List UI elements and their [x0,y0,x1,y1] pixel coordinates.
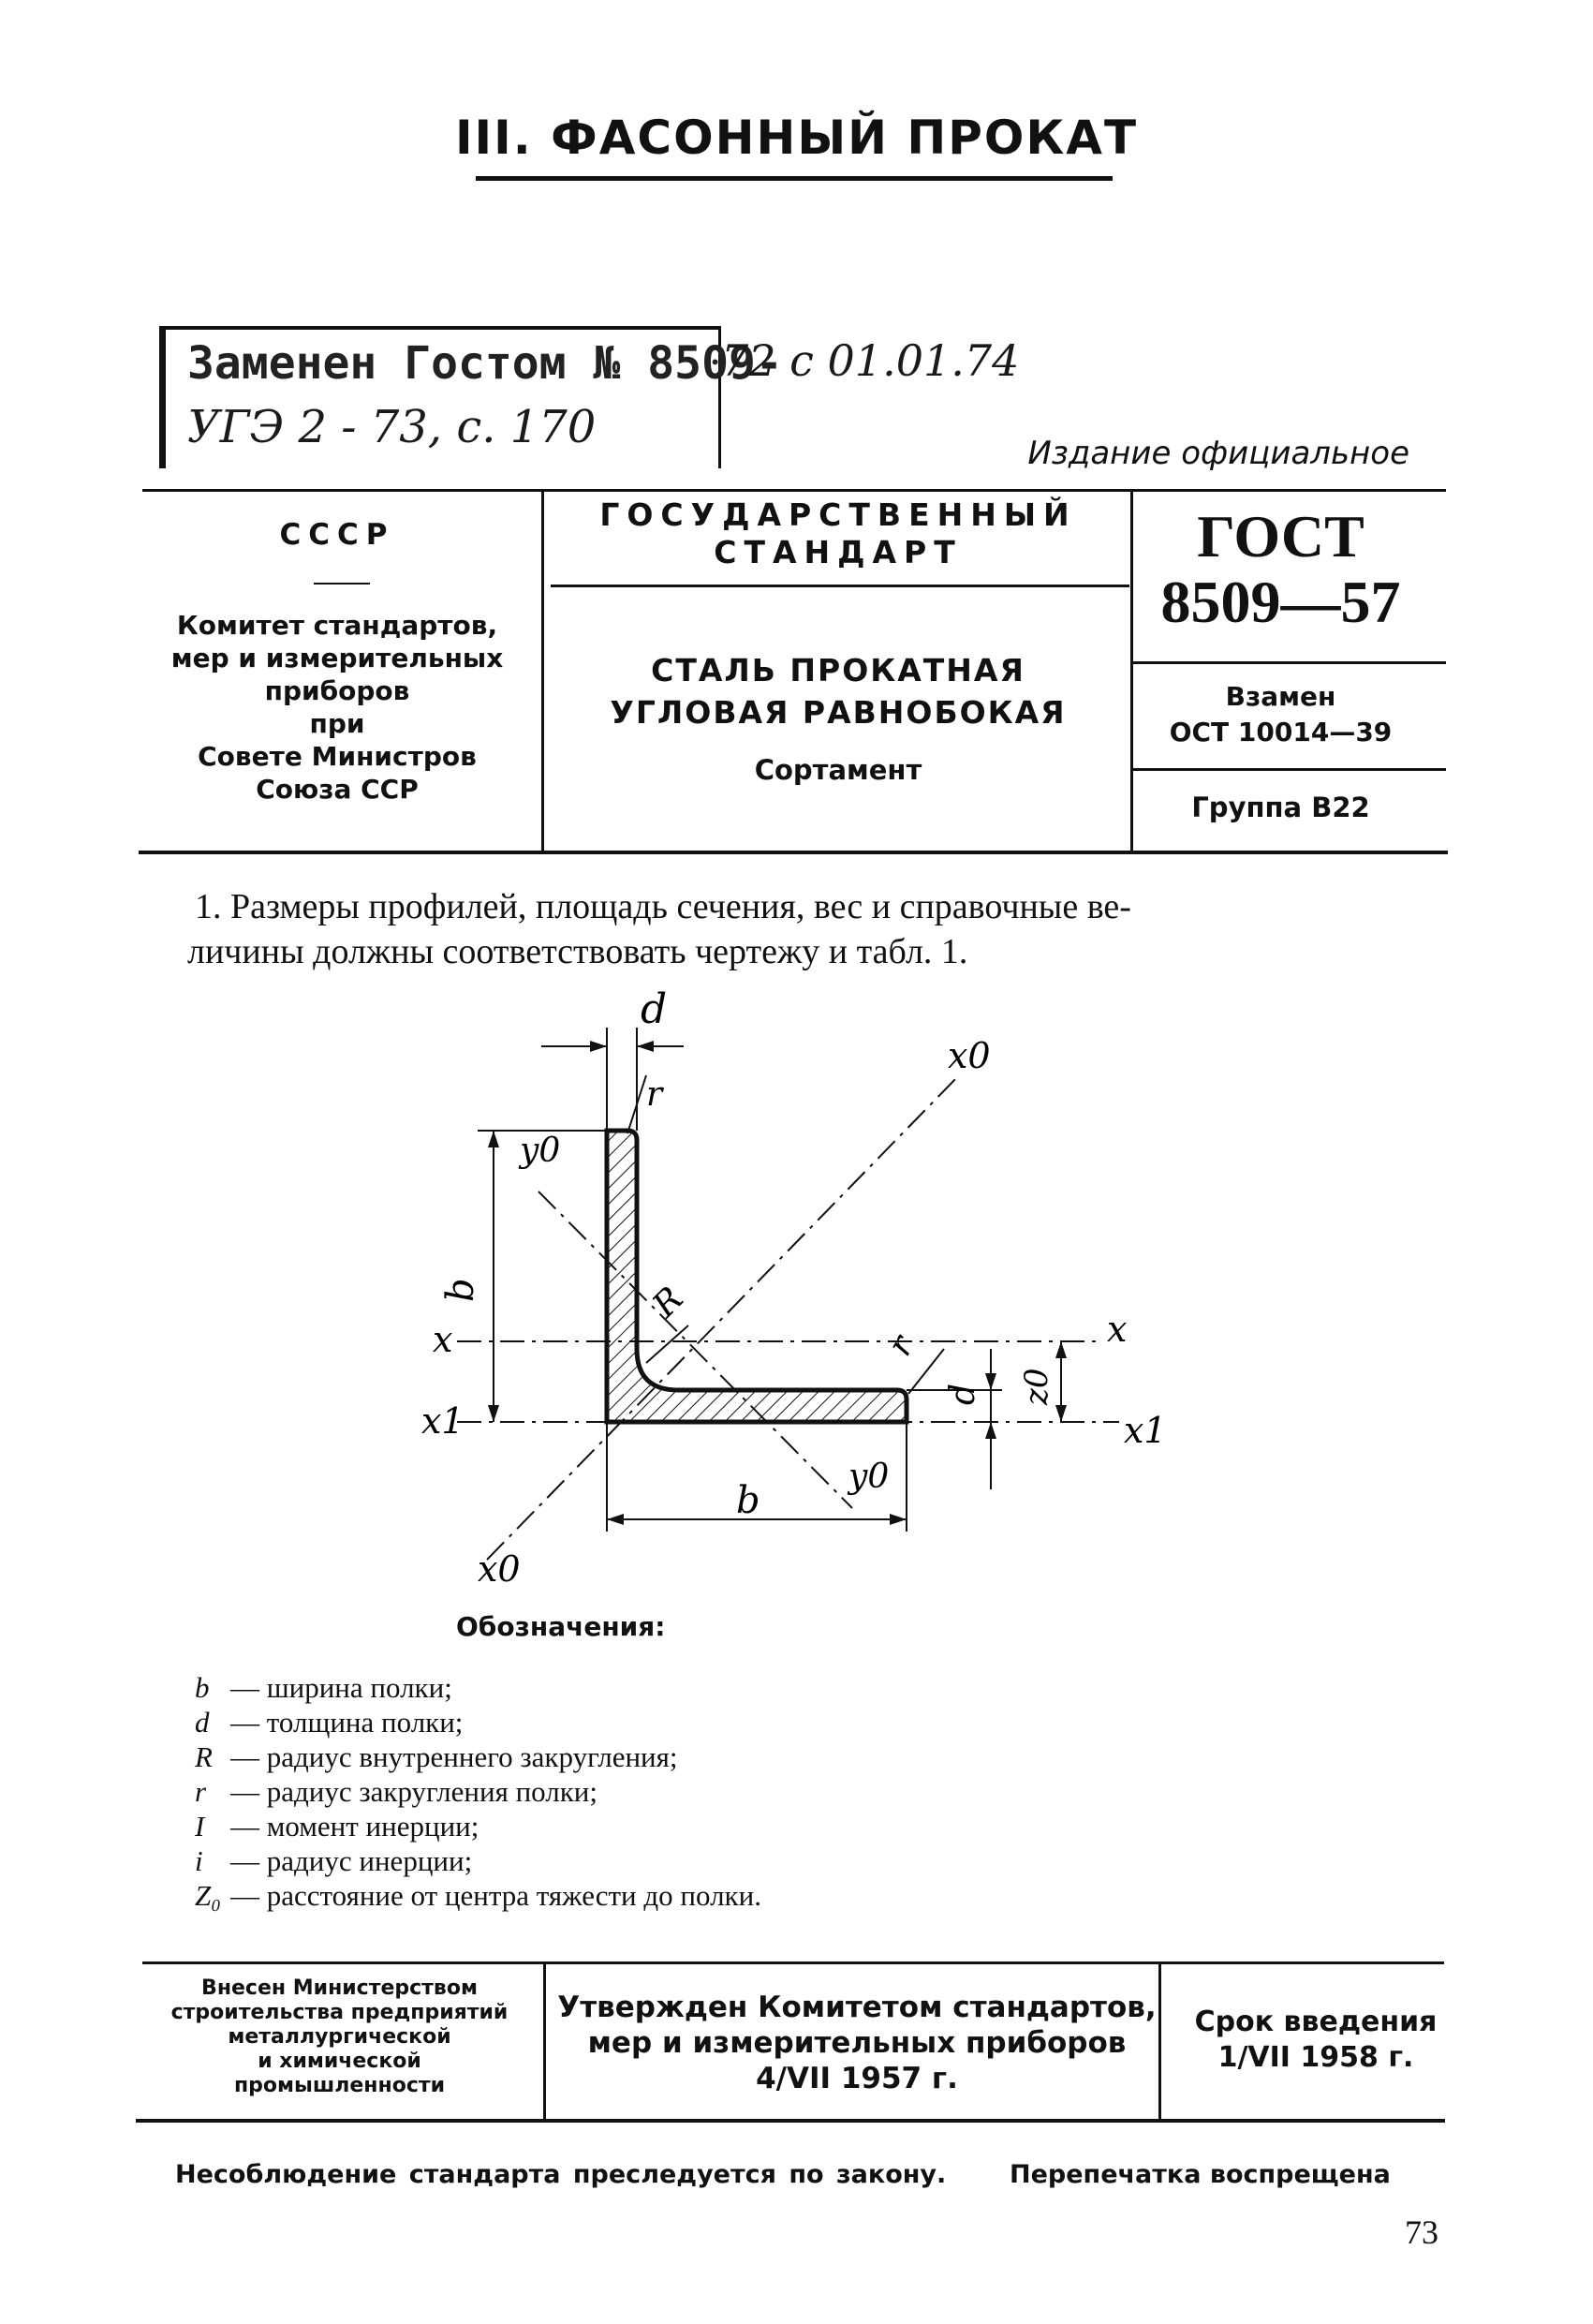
standard-group: Группа В22 [1191,792,1370,823]
leader-R [646,1325,688,1363]
section-title: III. ФАСОННЫЙ ПРОКАТ [454,111,1139,165]
replaces-line: ОСТ 10014—39 [1169,717,1393,748]
stamp-line-1: Заменен Гостом № 8509- [187,337,783,390]
dim-b-left-arrowhead-2 [488,1405,499,1422]
legend-list [195,1670,761,1913]
approved-by: Утвержден Комитетом стандартов, мер и измерительных приборов 4/VII 1957 г. [557,1991,1157,2095]
legend-title: Обозначения: [456,1611,666,1642]
legend-item: r — радиус закругления полки; [195,1775,598,1808]
dim-z0-arrowhead-2 [1055,1405,1067,1422]
legend-item: d — толщина полки; [195,1706,464,1739]
paragraph-line-2: личины должны соответствовать чертежу и табл. 1. [187,932,968,971]
dim-b-left-arrowhead-1 [488,1131,499,1147]
org-country: СССР [279,518,395,552]
gost-number-line: ГОСТ [1197,503,1364,570]
label-x1-left: x1 [421,1400,465,1442]
gost-number-line: 8509—57 [1160,569,1401,635]
org-body-line: при [309,708,365,739]
paragraph-line-1: 1. Размеры профилей, площадь сечения, вес и справочные ве- [195,887,1131,926]
footer-divider-1 [543,1961,546,2119]
dim-b-bottom-arrowhead-2 [890,1514,907,1525]
label-R: R [645,1280,691,1325]
org-body-line: Комитет стандартов, [176,610,498,641]
axis-y0 [538,1192,852,1508]
legal-notice: Несоблюдение стандарта преследуется по закону. [175,2160,947,2189]
label-y0-top: y0 [520,1132,561,1170]
legend-item: b — ширина полки; [195,1671,452,1704]
label-b-left: b [439,1278,482,1302]
org-body-line: приборов [264,675,410,706]
introduced-by: Внесен Министерством строительства предприятий металлургической и химической промышленности [170,1976,509,2097]
label-x1-right: x1 [1124,1410,1167,1451]
stamp-line-2: УГЭ 2 - 73, с. 170 [187,401,597,453]
legend-item: I — момент инерции; [195,1810,479,1843]
standard-type-line: ГОСУДАРСТВЕННЫЙ [599,496,1077,533]
label-d-right: d [944,1383,982,1405]
label-y0-bottom: y0 [848,1458,890,1496]
org-body-line: Союза ССР [256,774,419,805]
effective-date: Срок введения 1/VII 1958 г. [1194,2006,1438,2074]
dim-z0-arrowhead-1 [1055,1341,1067,1358]
label-b-bottom: b [736,1479,760,1522]
standard-subtitle: Сортамент [754,754,922,786]
dim-d-right-arrowhead-2 [985,1422,996,1439]
label-d-top: d [641,985,668,1033]
standard-title-line: УГЛОВАЯ РАВНОБОКАЯ [610,694,1067,731]
reprint-notice: Перепечатка воспрещена [1010,2160,1391,2189]
label-x0-bottom: x0 [478,1548,521,1590]
footer-top-rule [142,1961,1444,1964]
legend-item: R — радиус внутреннего закругления; [195,1740,678,1773]
page-number: 73 [1405,2213,1438,2251]
stamp-handwritten-note: 72 с 01.01.74 [721,335,1020,386]
edition-label: Издание официальное [1027,435,1409,472]
label-r-top: r [646,1075,663,1114]
label-x-left: x [433,1319,453,1360]
label-x0-top: x0 [948,1035,991,1076]
dim-d-right-arrowhead-1 [985,1373,996,1390]
standard-type-line: СТАНДАРТ [714,534,963,570]
dim-b-bottom-arrowhead-1 [607,1514,624,1525]
replaces-line: Взамен [1225,681,1336,712]
label-z0: z0 [1018,1368,1055,1405]
footer-bottom-rule [136,2119,1445,2123]
legend-item: Z₀ — расстояние от центра тяжести до полки. [195,1879,761,1912]
standard-title-line: СТАЛЬ ПРОКАТНАЯ [651,652,1025,688]
label-r-right: r [880,1329,922,1363]
legend-item: i — радиус инерции; [195,1844,473,1877]
org-body-line: Совете Министров [198,741,477,772]
label-x-right: x [1107,1309,1128,1350]
org-body-line: мер и измерительных [170,643,504,674]
dim-d-top-arrowhead-1 [590,1041,607,1052]
dim-d-top-arrowhead-2 [637,1041,654,1052]
